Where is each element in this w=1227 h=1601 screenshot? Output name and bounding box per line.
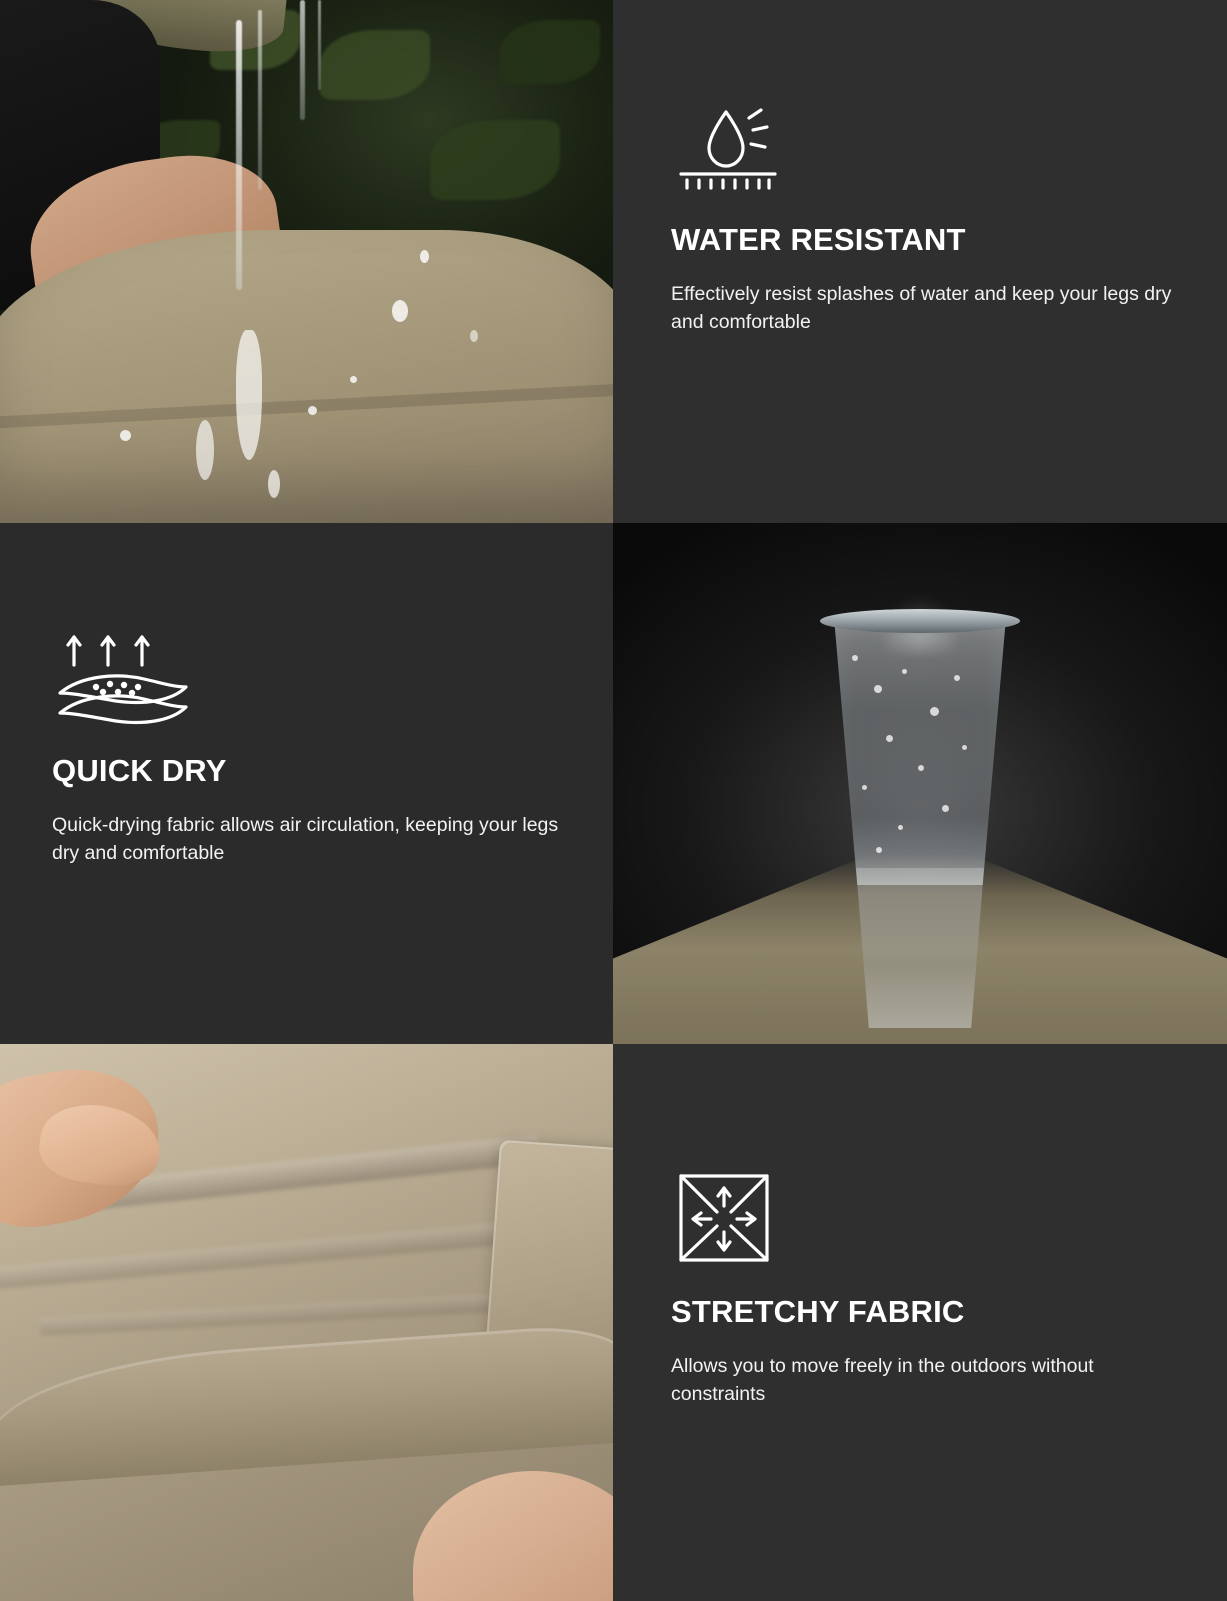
feature-text-quick-dry: [0, 523, 613, 1044]
leg: [413, 1471, 613, 1601]
feature-description: Quick-drying fabric allows air circulation, keeping your legs dry and comfortable: [52, 814, 559, 865]
feature-image-quick-dry: [613, 523, 1227, 1044]
feature-description: Allows you to move freely in the outdoors without constraints: [671, 1355, 1094, 1406]
feature-text-water-resistant: [613, 0, 1227, 523]
feature-title: WATER RESISTANT: [671, 222, 966, 257]
feature-text-stretchy-fabric: [613, 1044, 1227, 1601]
photo-water-pour: [0, 0, 613, 523]
feature-description: Effectively resist splashes of water and keep your legs dry and comfortable: [671, 283, 1172, 334]
glass-rim: [820, 609, 1020, 633]
upturned-glass: [822, 615, 1018, 885]
fabric-hem: [0, 1322, 613, 1486]
feature-title: QUICK DRY: [52, 753, 227, 788]
feature-image-stretchy-fabric: [0, 1044, 613, 1601]
four-way-stretch-icon: [671, 1166, 1179, 1272]
khaki-trousers: [0, 230, 613, 523]
feature-title: STRETCHY FABRIC: [671, 1294, 965, 1329]
photo-fabric-stretch: [0, 1044, 613, 1601]
water-drop-repel-icon: [671, 96, 1179, 200]
fabric-airflow-icon: [52, 631, 565, 731]
feature-image-water-resistant: [0, 0, 613, 523]
photo-condensation-glass: [613, 523, 1227, 1044]
